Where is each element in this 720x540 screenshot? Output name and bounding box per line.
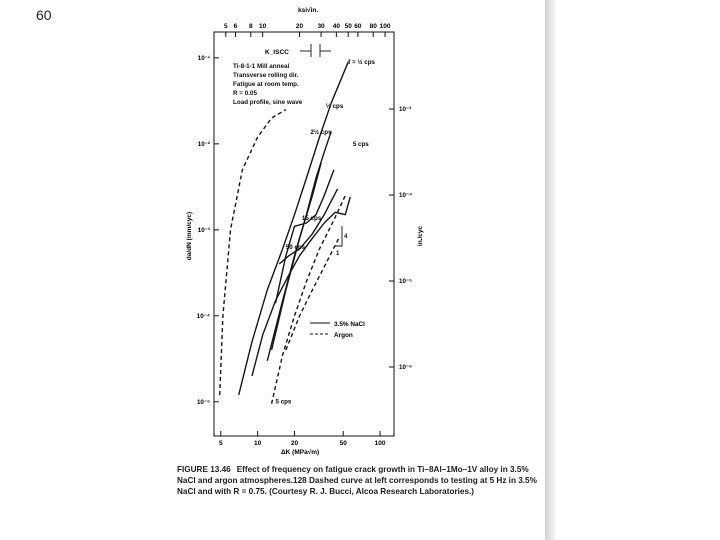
right-tick-label: 10⁻⁶ — [399, 363, 412, 371]
figure-caption — [177, 464, 549, 497]
x-tick-label: 20 — [290, 440, 299, 447]
top-tick-label: 30 — [317, 23, 325, 30]
right-tick-label: 10⁻⁵ — [399, 278, 413, 286]
x-tick-label: 50 — [339, 440, 347, 447]
slope-rise: 4 — [344, 234, 348, 240]
k-iscc-label: K_ISCC — [265, 49, 289, 56]
top-tick-label: 50 — [344, 23, 352, 30]
top-tick-label: 6 — [233, 23, 238, 30]
top-tick-label: 10 — [259, 23, 267, 30]
slope-triangle — [334, 226, 348, 257]
legend-label-nacl: 3.5% NaCl — [334, 321, 365, 328]
series-line — [279, 189, 337, 264]
right-tick-label: 10⁻⁴ — [399, 192, 413, 200]
top-tick-label: 20 — [295, 23, 304, 30]
note-line: Fatigue at room temp. — [233, 81, 299, 88]
slope-run: 1 — [336, 251, 340, 257]
y-axis-title: da/dN (mm/cyc) — [186, 211, 193, 261]
page-number: 60 — [36, 7, 52, 23]
series-line — [220, 110, 286, 395]
series-line — [272, 163, 322, 350]
k-iscc-marker — [265, 44, 331, 57]
note-line: Load profile, sine wave — [233, 99, 303, 106]
curve-label: 15 cps — [301, 215, 322, 223]
y-tick-label: 10⁻² — [197, 140, 210, 148]
y-tick-label: 10⁻⁵ — [196, 398, 210, 406]
top-tick-label: 60 — [354, 23, 362, 30]
curve-label: 50 cps — [285, 243, 306, 251]
curve-label: f = ½ cps — [348, 58, 375, 66]
legend-label-argon: Argon — [334, 332, 353, 339]
note-line: Ti-8-1-1 Mill anneal — [233, 63, 290, 70]
y-tick-label: 10⁻¹ — [197, 54, 210, 62]
curve-label: 2½ cps — [310, 129, 332, 137]
x-tick-label: 10 — [254, 440, 262, 447]
x-tick-label: 5 — [218, 440, 223, 447]
curve-label: ½ cps — [325, 103, 344, 111]
curve-label: 5 cps — [275, 398, 292, 406]
figure-caption-text: Effect of frequency on fatigue crack growth in Ti–8Al–1Mo–1V alloy in 3.5% NaCl and argon atmospheres.128 Dashed curve at left corresponds to testing at 5 Hz in 3.5% NaCl and with R = 0.75. (Courtesy R. J. Bucci, Alcoa Research Laboratories.) — [177, 465, 537, 496]
x-axis-title: ΔK (MPa√m) — [281, 449, 320, 456]
specimen-notes — [233, 63, 303, 106]
note-line: Transverse rolling dir. — [233, 72, 299, 79]
y-tick-label: 10⁻³ — [197, 226, 210, 234]
top-tick-label: 100 — [379, 23, 391, 30]
figure-label: FIGURE 13.46 — [177, 465, 231, 474]
top-tick-label: 80 — [369, 23, 377, 30]
series-line — [286, 238, 339, 350]
top-tick-label: 8 — [248, 23, 253, 30]
x-tick-label: 100 — [374, 440, 386, 447]
slope-triangle-legs — [334, 226, 342, 246]
right-tick-label: 10⁻³ — [399, 106, 412, 114]
top-axis-title: ksi√in. — [298, 7, 319, 14]
curve-label: 5 cps — [352, 140, 369, 148]
legend — [310, 321, 365, 339]
y-tick-label: 10⁻⁴ — [196, 312, 210, 320]
note-line: R = 0.05 — [233, 90, 257, 97]
right-axis-title: in./cyc — [417, 225, 424, 247]
top-tick-label: 5 — [223, 23, 228, 30]
top-tick-label: 40 — [332, 23, 340, 30]
